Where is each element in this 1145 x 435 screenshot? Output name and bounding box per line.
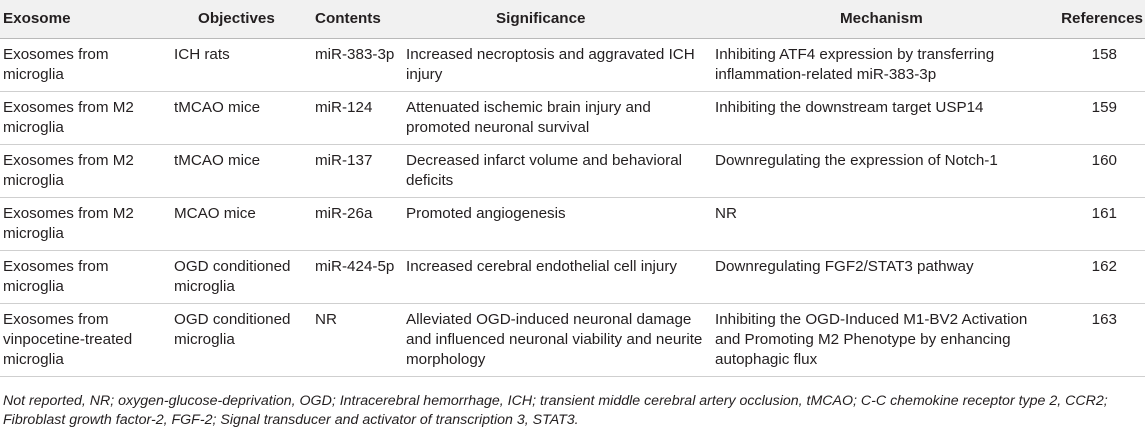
- cell-exosome: Exosomes from vinpocetine-treated microglia: [0, 304, 174, 377]
- cell-contents: NR: [315, 304, 406, 377]
- cell-mechanism: Downregulating FGF2/STAT3 pathway: [715, 251, 1057, 304]
- cell-mechanism: Inhibiting the OGD-Induced M1-BV2 Activation and Promoting M2 Phenotype by enhancing autophagic flux: [715, 304, 1057, 377]
- cell-objectives: OGD conditioned microglia: [174, 304, 315, 377]
- table-row: [0, 92, 1145, 145]
- cell-significance: Decreased infarct volume and behavioral deficits: [406, 145, 715, 198]
- header-row: [0, 0, 1145, 39]
- cell-mechanism: Downregulating the expression of Notch-1: [715, 145, 1057, 198]
- header-objectives: Objectives: [174, 0, 315, 39]
- cell-mechanism: NR: [715, 198, 1057, 251]
- cell-exosome: Exosomes from M2 microglia: [0, 145, 174, 198]
- cell-objectives: MCAO mice: [174, 198, 315, 251]
- table-row: [0, 39, 1145, 92]
- cell-exosome: Exosomes from M2 microglia: [0, 198, 174, 251]
- cell-contents: miR-124: [315, 92, 406, 145]
- cell-references: 158: [1057, 39, 1145, 92]
- cell-exosome: Exosomes from microglia: [0, 39, 174, 92]
- table-body: [0, 39, 1145, 377]
- cell-mechanism: Inhibiting the downstream target USP14: [715, 92, 1057, 145]
- header-significance: Significance: [406, 0, 715, 39]
- cell-exosome: Exosomes from M2 microglia: [0, 92, 174, 145]
- header-exosome: Exosome: [0, 0, 174, 39]
- table-row: [0, 304, 1145, 377]
- cell-significance: Increased necroptosis and aggravated ICH injury: [406, 39, 715, 92]
- table-row: [0, 251, 1145, 304]
- header-contents: Contents: [315, 0, 406, 39]
- cell-references: 163: [1057, 304, 1145, 377]
- cell-references: 162: [1057, 251, 1145, 304]
- cell-significance: Increased cerebral endothelial cell injury: [406, 251, 715, 304]
- cell-exosome: Exosomes from microglia: [0, 251, 174, 304]
- cell-objectives: ICH rats: [174, 39, 315, 92]
- cell-contents: miR-137: [315, 145, 406, 198]
- cell-significance: Attenuated ischemic brain injury and promoted neuronal survival: [406, 92, 715, 145]
- cell-references: 159: [1057, 92, 1145, 145]
- header-references: References: [1057, 0, 1145, 39]
- table-header: [0, 0, 1145, 39]
- table-row: [0, 198, 1145, 251]
- cell-objectives: tMCAO mice: [174, 145, 315, 198]
- cell-contents: miR-383-3p: [315, 39, 406, 92]
- cell-significance: Alleviated OGD-induced neuronal damage and influenced neuronal viability and neurite morphology: [406, 304, 715, 377]
- cell-contents: miR-26a: [315, 198, 406, 251]
- cell-contents: miR-424-5p: [315, 251, 406, 304]
- cell-significance: Promoted angiogenesis: [406, 198, 715, 251]
- cell-objectives: OGD conditioned microglia: [174, 251, 315, 304]
- table-row: [0, 145, 1145, 198]
- table-footnote: Not reported, NR; oxygen-glucose-deprivation, OGD; Intracerebral hemorrhage, ICH; transient middle cerebral artery occlusion, tMCAO; C-C chemokine receptor type 2, CCR2; Fibroblast growth factor-2, FGF-2; Signal transducer and activator of transcription 3, STAT3.: [3, 393, 1108, 428]
- cell-mechanism: Inhibiting ATF4 expression by transferring inflammation-related miR-383-3p: [715, 39, 1057, 92]
- header-mechanism: Mechanism: [715, 0, 1057, 39]
- cell-references: 161: [1057, 198, 1145, 251]
- cell-references: 160: [1057, 145, 1145, 198]
- cell-objectives: tMCAO mice: [174, 92, 315, 145]
